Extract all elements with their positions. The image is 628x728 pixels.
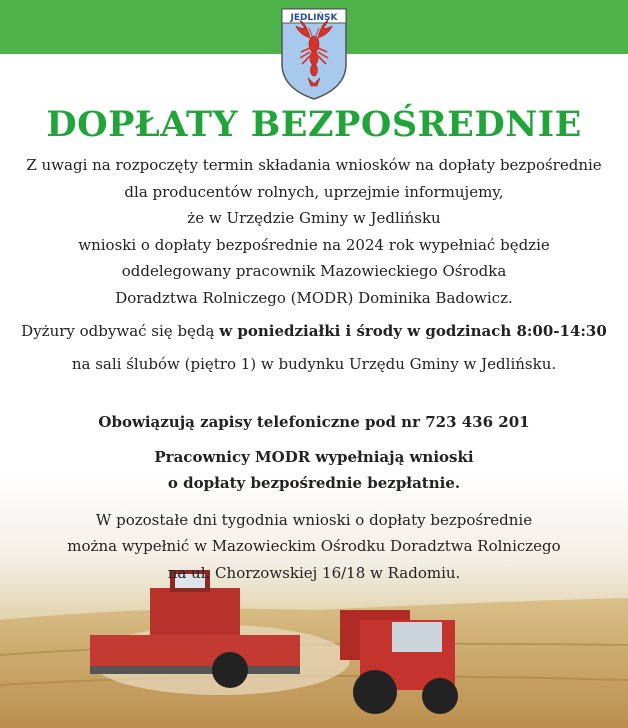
emblem-label: JEDLIŃSK (290, 13, 338, 23)
announcement-body (0, 152, 628, 586)
phone-notice: Obowiązują zapisy telefoniczne pod nr 723 436 201 (98, 413, 530, 431)
other-days-line: na ul. Chorzowskiej 16/18 w Radomiu. (167, 563, 461, 582)
duty-days-hours: w poniedziałki i środy w godzinach 8:00-14:30 (219, 322, 607, 340)
intro-line: oddelegowany pracownik Mazowieckiego Ośrodka (121, 262, 507, 280)
other-days-line: można wypełnić w Mazowieckim Ośrodku Doradztwa Rolniczego (67, 537, 561, 555)
jedlinsk-coat-of-arms (279, 6, 349, 102)
duty-hours (0, 318, 628, 345)
intro-line: wnioski o dopłaty bezpośrednie na 2024 rok wypełniać będzie (78, 235, 550, 254)
intro-line: dla producentów rolnych, uprzejmie informujemy, (124, 182, 504, 201)
intro-line: Doradztwa Rolniczego (MODR) Dominika Badowicz. (115, 288, 513, 307)
duty-prefix: Dyżury odbywać się będą (21, 322, 220, 340)
intro-line: Z uwagi na rozpoczęty termin składania wniosków na dopłaty bezpośrednie (26, 156, 602, 174)
free-notice-line: Pracownicy MODR wypełniają wnioski (154, 447, 474, 466)
free-notice-line: o dopłaty bezpośrednie bezpłatnie. (167, 474, 461, 492)
page-title: DOPŁATY BEZPOŚREDNIE (46, 104, 582, 145)
intro-line: że w Urzędzie Gminy w Jedlińsku (187, 209, 441, 227)
other-days-line: W pozostałe dni tygodnia wnioski o dopłaty bezpośrednie (95, 510, 533, 529)
location-line: na sali ślubów (piętro 1) w budynku Urzędu Gminy w Jedlińsku. (71, 354, 557, 373)
